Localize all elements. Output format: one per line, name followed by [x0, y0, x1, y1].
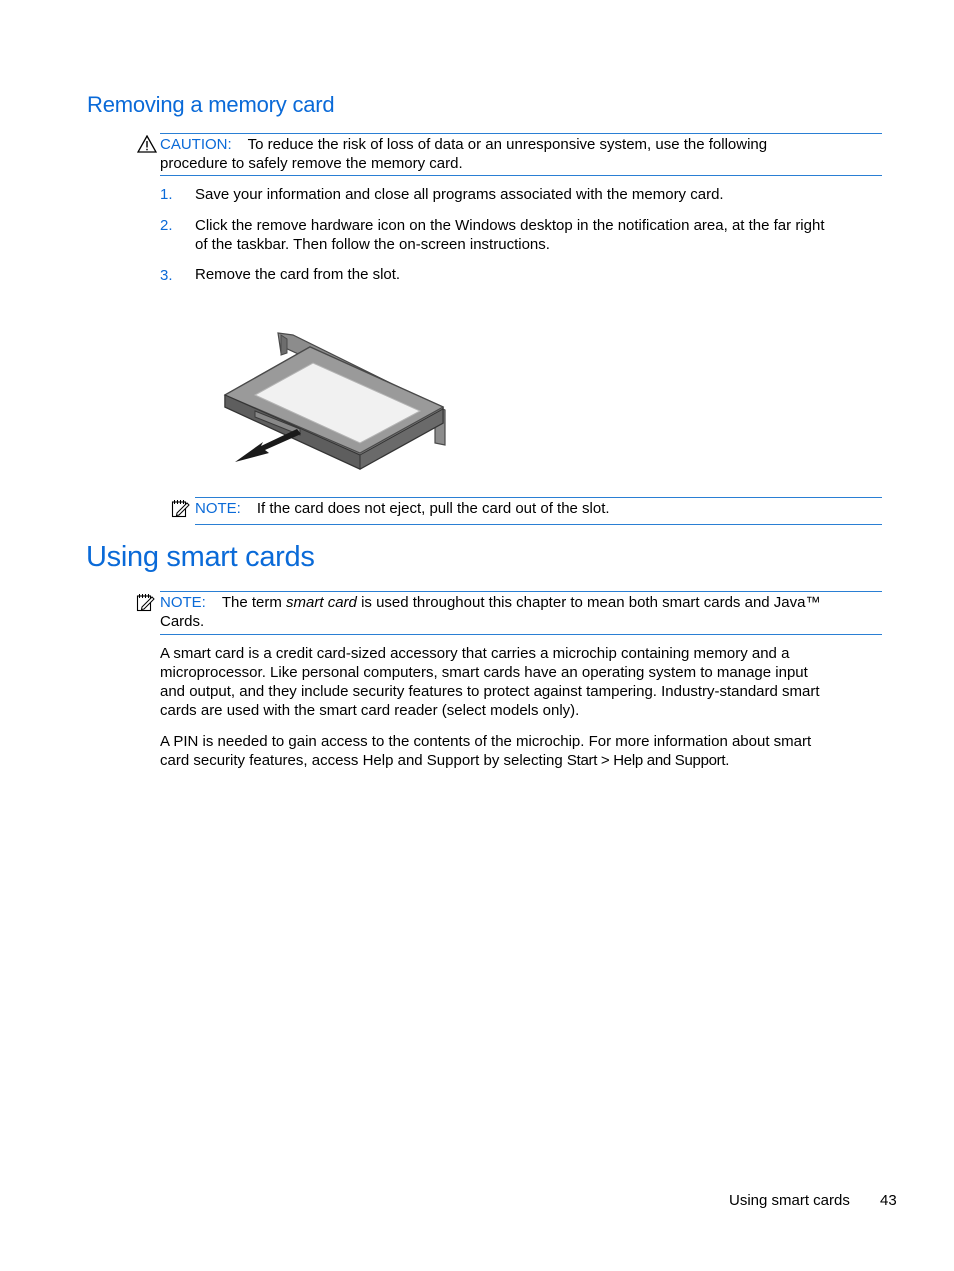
note-block: [195, 499, 885, 518]
note-text-term: smart card: [286, 594, 357, 611]
step-line: Remove the card from the slot.: [195, 266, 401, 283]
note-label: NOTE:: [195, 500, 241, 517]
note-icon: [136, 593, 156, 612]
note-icon: [171, 499, 191, 518]
step-text: [195, 265, 885, 284]
note-text-post: is used throughout this chapter to mean both smart cards and Java™: [361, 594, 821, 611]
note-text: If the card does not eject, pull the card out of the slot.: [256, 500, 610, 517]
note-top-rule: [195, 497, 882, 498]
section-heading-removing-memory-card: Removing a memory card: [87, 92, 335, 117]
step-number: 3.: [160, 267, 173, 284]
paragraph-line: cards are used with the smart card reader (select models only).: [160, 702, 580, 719]
step-line: of the taskbar. Then follow the on-screen instructions.: [195, 236, 550, 253]
memory-card-removal-illustration: [215, 325, 455, 475]
step-text: [195, 185, 885, 204]
pin-paragraph: [160, 732, 885, 770]
step-line: Save your information and close all programs associated with the memory card.: [195, 186, 724, 203]
smart-card-description-paragraph: [160, 644, 885, 720]
paragraph-line: A smart card is a credit card-sized accessory that carries a microchip containing memory and a: [160, 645, 790, 662]
paragraph-line: and output, and they include security features to protect against tampering. Industry-standard smart: [160, 683, 820, 700]
paragraph-line: microprocessor. Like personal computers, smart cards have an operating system to manage input: [160, 664, 808, 681]
caution-triangle-icon: [137, 135, 157, 153]
step-line: Click the remove hardware icon on the Windows desktop in the notification area, at the far right: [195, 217, 825, 234]
note-label: NOTE:: [160, 594, 206, 611]
paragraph-line: A PIN is needed to gain access to the contents of the microchip. For more information about smart: [160, 733, 812, 750]
note-bottom-rule: [160, 634, 882, 635]
caution-text-line1: To reduce the risk of loss of data or an unresponsive system, use the following: [247, 136, 768, 153]
note-bottom-rule: [195, 524, 882, 525]
note-top-rule: [160, 591, 882, 592]
paragraph-line-post: .: [725, 752, 730, 769]
smart-card-note-block: [160, 593, 885, 631]
step-number: 2.: [160, 217, 173, 234]
caution-top-rule: [160, 133, 882, 134]
step-number: 1.: [160, 186, 173, 203]
paragraph-line-pre: card security features, access Help and Support by selecting: [160, 752, 563, 769]
note-text-pre: The term: [221, 594, 282, 611]
footer-section-title: Using smart cards: [729, 1192, 850, 1209]
section-heading-using-smart-cards: Using smart cards: [86, 541, 315, 573]
step-text: [195, 216, 885, 254]
footer-page-number: 43: [880, 1192, 897, 1209]
caution-text-line2: procedure to safely remove the memory card.: [160, 155, 463, 172]
menu-path-start-help-support: Start > Help and Support: [566, 752, 726, 769]
caution-label: CAUTION:: [160, 136, 232, 153]
caution-block: [160, 135, 885, 173]
note-text-line2: Cards.: [160, 613, 205, 630]
caution-bottom-rule: [160, 175, 882, 176]
